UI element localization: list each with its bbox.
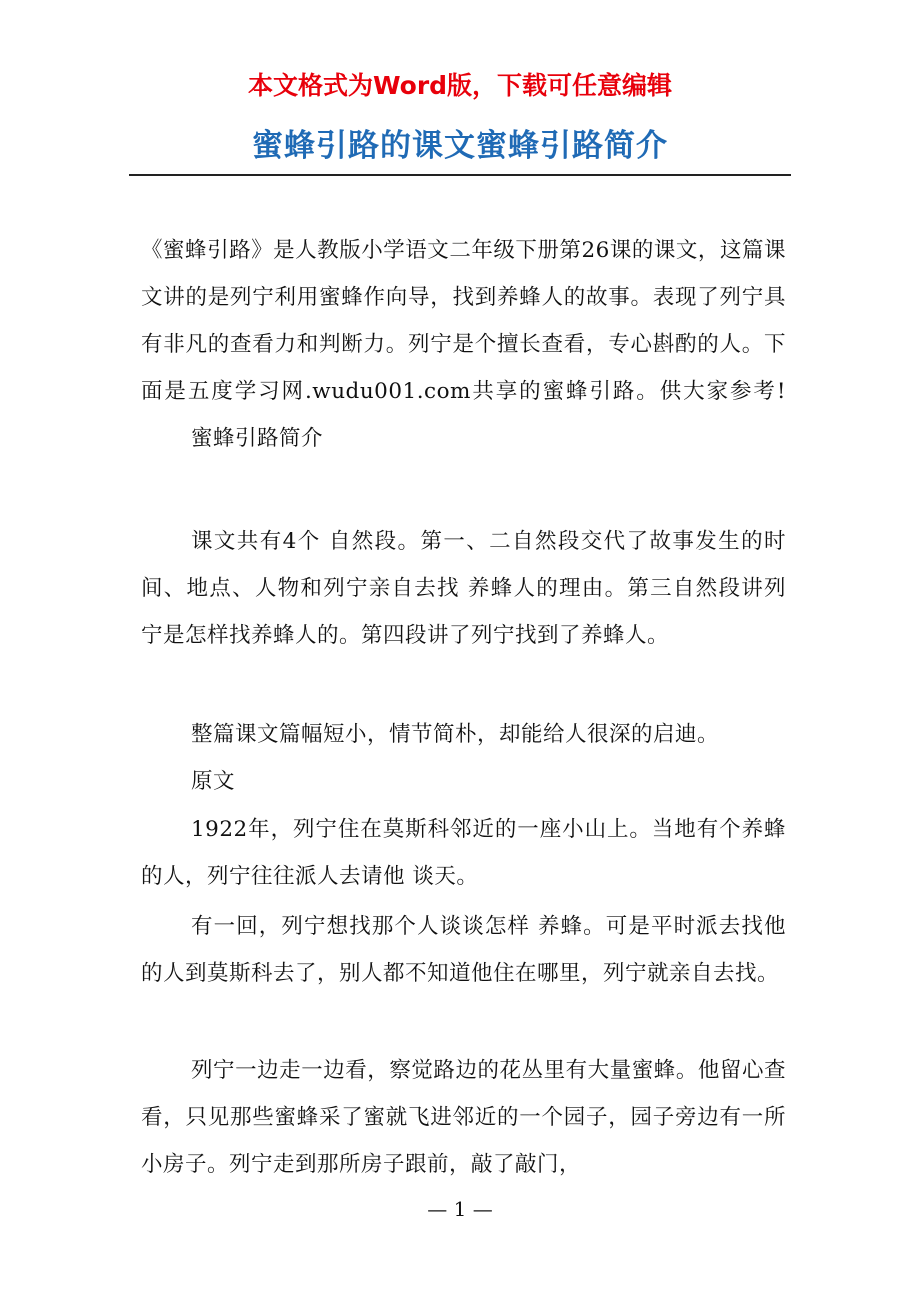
paragraph-original-1: 1922年，列宁住在莫斯科邻近的一座小山上。当地有个养蜂的人，列宁往往派人去请他 谈天。 [141, 817, 786, 889]
download-notice: 本文格式为Word版，下载可任意编辑 [247, 71, 673, 100]
intro-text: 《蜜蜂引路》是人教版小学语文二年级下册第26课的课文，这篇课文讲的是列宁利用蜜蜂作向导，找到养蜂人的故事。表现了列宁具有非凡的查看力和判断力。列宁是个擅长查看，专心斟酌的人。下面是五度学习网.wudu001.com共享的蜜蜂引路。供大家参考! [141, 238, 786, 404]
section-heading-original: 原文 [191, 769, 236, 794]
intro-heading: 蜜蜂引路简介 [191, 426, 324, 451]
document-title: 蜜蜂引路的课文蜜蜂引路简介 [252, 128, 668, 164]
paragraph-original-2: 有一回，列宁想找那个人谈谈怎样 养蜂。可是平时派去找他的人到莫斯科去了，别人都不知道他住在哪里，列宁就亲自去找。 [141, 914, 786, 986]
paragraph-summary: 整篇课文篇幅短小，情节简朴，却能给人很深的启迪。 [191, 722, 720, 747]
title-divider [129, 174, 791, 176]
paragraph-structure: 课文共有4个 自然段。第一、二自然段交代了故事发生的时间、地点、人物和列宁亲自去找 养蜂人的理由。第三自然段讲列宁是怎样找养蜂人的。第四段讲了列宁找到了养蜂人。 [141, 529, 786, 648]
intro-paragraph [141, 227, 786, 462]
page-number: — 1 — [427, 1197, 493, 1221]
paragraph-original-3: 列宁一边走一边看，察觉路边的花丛里有大量蜜蜂。他留心查看，只见那些蜜蜂采了蜜就飞进邻近的一个园子，园子旁边有一所小房子。列宁走到那所房子跟前，敲了敲门， [141, 1058, 786, 1177]
